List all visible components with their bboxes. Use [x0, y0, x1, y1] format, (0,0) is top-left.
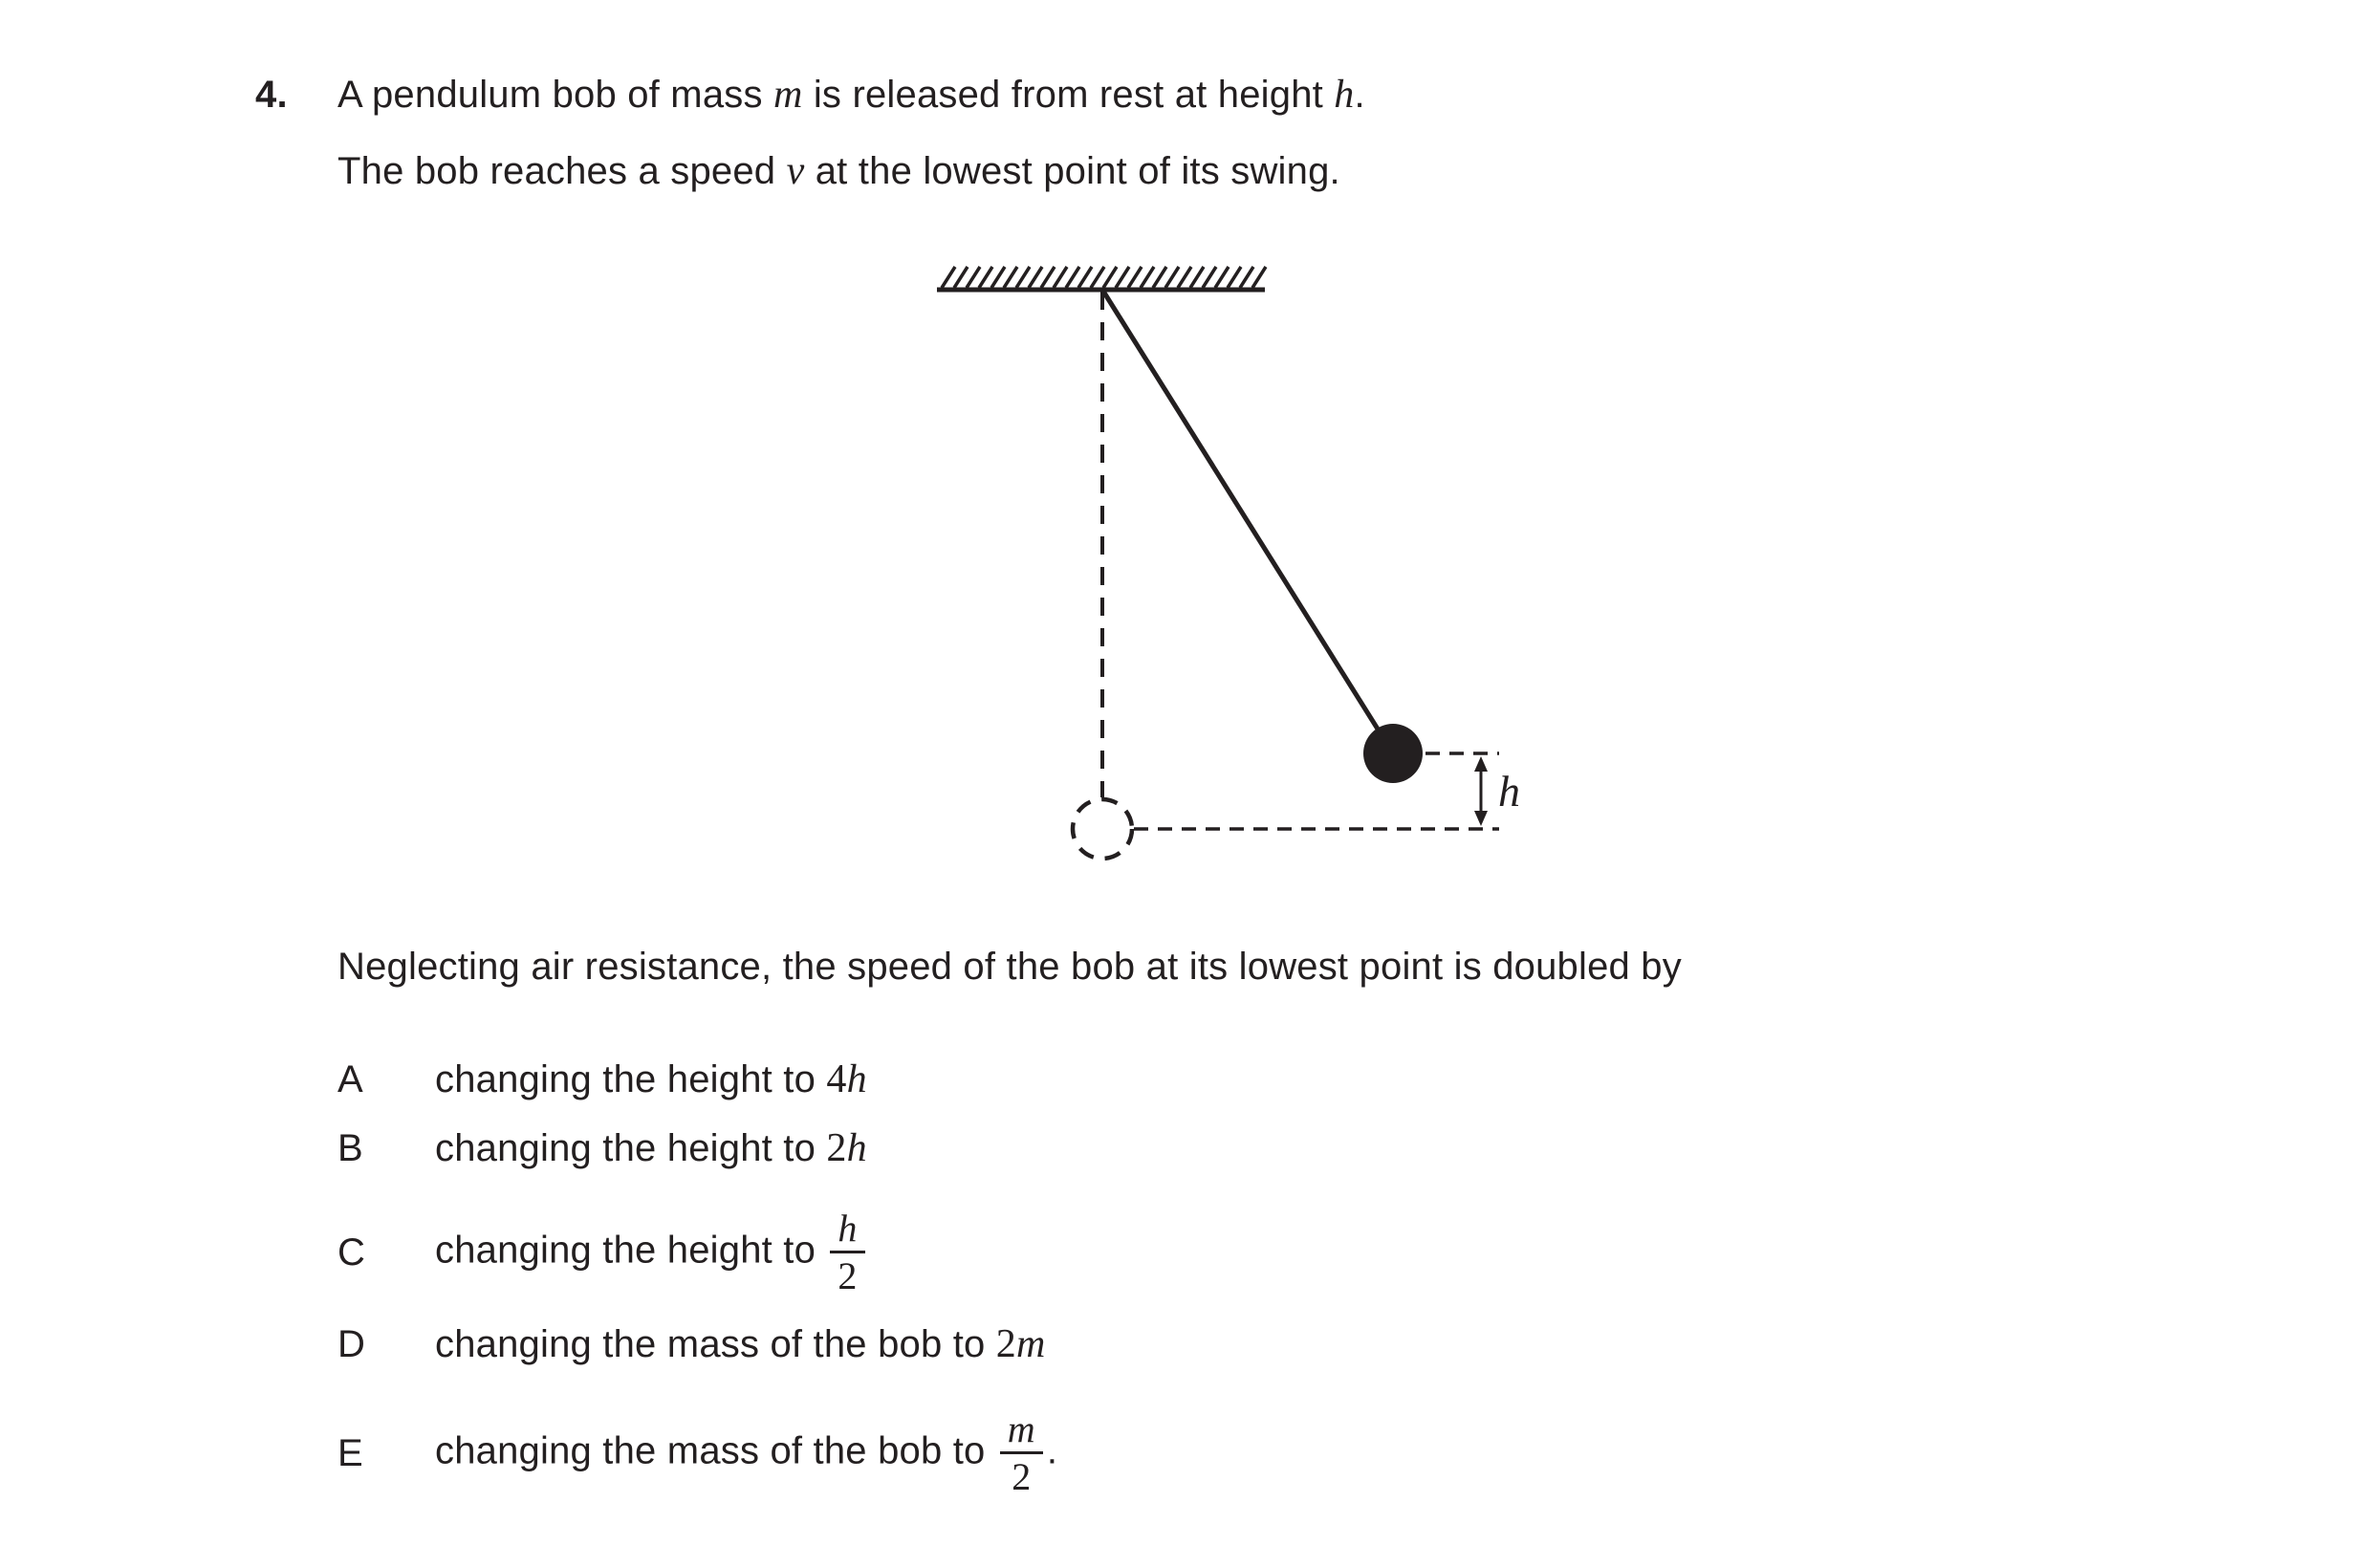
option-row-a	[337, 1056, 867, 1102]
option-c-fraction-numerator: h	[830, 1208, 864, 1253]
option-e-text	[435, 1408, 1057, 1498]
option-a-text	[435, 1056, 867, 1102]
height-arrow-head-up	[1474, 756, 1488, 772]
intro2-text-mid: at the lowest point of its swing.	[804, 150, 1340, 192]
variable-m: m	[773, 73, 803, 117]
option-b-coefficient: 2	[826, 1126, 847, 1170]
option-row-b	[337, 1125, 867, 1171]
option-c-pre: changing the height to	[435, 1229, 827, 1272]
variable-h: h	[1334, 73, 1355, 117]
option-letter-d: D	[337, 1323, 366, 1365]
option-c-fraction-denominator: 2	[838, 1254, 858, 1297]
intro2-text-pre: The bob reaches a speed	[337, 150, 787, 192]
option-letter-e: E	[337, 1432, 363, 1474]
option-a-pre: changing the height to	[435, 1058, 827, 1100]
option-e-post: .	[1046, 1429, 1058, 1472]
option-row-d	[337, 1321, 1046, 1367]
question-intro-line-2	[337, 148, 1340, 194]
option-d-coefficient: 2	[995, 1322, 1016, 1366]
pendulum-diagram	[860, 239, 1625, 908]
option-e-fraction	[1000, 1408, 1043, 1498]
question-number: 4.	[255, 74, 288, 116]
option-e-fraction-numerator: m	[1000, 1408, 1043, 1454]
intro1-text-post: .	[1354, 74, 1365, 116]
intro1-text-mid: is released from rest at height	[802, 74, 1335, 116]
height-arrow-head-down	[1474, 811, 1488, 826]
bob-lowest-position-dashed	[1073, 799, 1132, 859]
option-row-c	[337, 1207, 869, 1298]
intro1-text-pre: A pendulum bob of mass	[337, 74, 773, 116]
option-row-e	[337, 1407, 1057, 1499]
option-b-text	[435, 1125, 867, 1171]
option-c-fraction	[830, 1208, 864, 1297]
ceiling-hatch-marks	[942, 267, 1266, 288]
option-d-text	[435, 1321, 1046, 1367]
height-label-h: h	[1498, 767, 1520, 816]
option-letter-c: C	[337, 1231, 366, 1274]
option-b-pre: changing the height to	[435, 1127, 827, 1169]
option-b-variable: h	[846, 1126, 867, 1170]
option-e-fraction-denominator: 2	[1012, 1455, 1032, 1498]
option-a-coefficient: 4	[826, 1057, 847, 1101]
option-letter-b: B	[337, 1127, 363, 1169]
question-intro-line-1	[337, 72, 1365, 118]
option-d-variable: m	[1016, 1322, 1046, 1366]
option-d-pre: changing the mass of the bob to	[435, 1323, 996, 1365]
pendulum-bob	[1363, 724, 1423, 783]
option-c-text	[435, 1208, 869, 1297]
option-a-variable: h	[846, 1057, 867, 1101]
variable-v: v	[786, 149, 805, 193]
option-letter-a: A	[337, 1058, 363, 1100]
pendulum-rod	[1102, 290, 1393, 753]
question-stem: Neglecting air resistance, the speed of the bob at its lowest point is doubled by	[337, 946, 1682, 988]
option-e-pre: changing the mass of the bob to	[435, 1429, 996, 1472]
